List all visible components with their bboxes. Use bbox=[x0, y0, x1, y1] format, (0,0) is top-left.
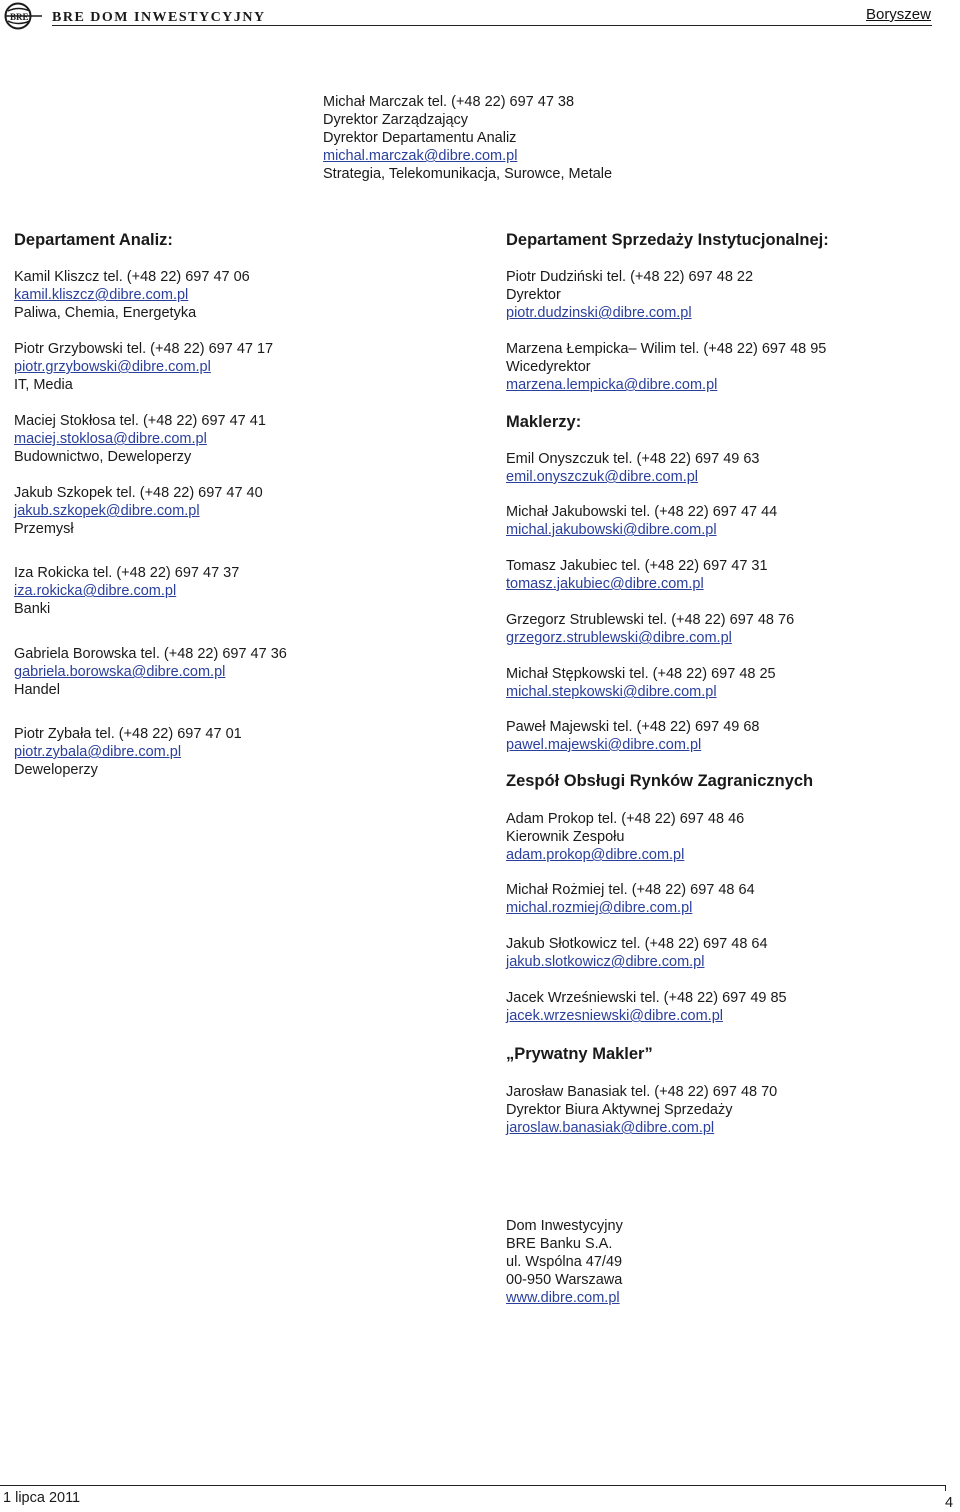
sales-role: Wicedyrektor bbox=[506, 359, 591, 375]
broker-email[interactable]: michal.jakubowski@dibre.com.pl bbox=[506, 522, 717, 538]
footer-divider bbox=[0, 1485, 946, 1486]
head-analyst-role: Dyrektor Zarządzający bbox=[323, 112, 469, 128]
foreign-name: Adam Prokop tel. (+48 22) 697 48 46 bbox=[506, 811, 745, 827]
sales-name: Piotr Dudziński tel. (+48 22) 697 48 22 bbox=[506, 269, 754, 285]
analyst-name: Piotr Grzybowski tel. (+48 22) 697 47 17 bbox=[14, 341, 274, 357]
footer-date: 1 lipca 2011 bbox=[3, 1490, 81, 1506]
analyst-name: Maciej Stokłosa tel. (+48 22) 697 47 41 bbox=[14, 413, 266, 429]
bre-logo bbox=[4, 2, 44, 30]
website-link[interactable]: www.dibre.com.pl bbox=[506, 1290, 620, 1306]
broker-email[interactable]: tomasz.jakubiec@dibre.com.pl bbox=[506, 576, 704, 592]
analyst-sector: Deweloperzy bbox=[14, 762, 98, 778]
foreign-name: Jacek Wrześniewski tel. (+48 22) 697 49 85 bbox=[506, 990, 787, 1006]
analyst-email[interactable]: kamil.kliszcz@dibre.com.pl bbox=[14, 287, 189, 303]
broker-entry bbox=[506, 718, 760, 754]
sales-role: Dyrektor bbox=[506, 287, 561, 303]
analyst-sector: Handel bbox=[14, 682, 60, 698]
foreign-name: Michał Rożmiej tel. (+48 22) 697 48 64 bbox=[506, 882, 755, 898]
broker-email[interactable]: pawel.majewski@dibre.com.pl bbox=[506, 737, 702, 753]
sales-email[interactable]: marzena.lempicka@dibre.com.pl bbox=[506, 377, 718, 393]
analyst-entry bbox=[14, 725, 242, 779]
analyst-entry bbox=[14, 412, 266, 466]
foreign-entry bbox=[506, 935, 768, 971]
private-broker-email[interactable]: jaroslaw.banasiak@dibre.com.pl bbox=[506, 1120, 715, 1136]
sales-email[interactable]: piotr.dudzinski@dibre.com.pl bbox=[506, 305, 692, 321]
head-analyst-email[interactable]: michal.marczak@dibre.com.pl bbox=[323, 148, 518, 164]
analyst-sector: Budownictwo, Deweloperzy bbox=[14, 449, 192, 465]
svg-text:BRE: BRE bbox=[10, 12, 29, 22]
foreign-entry bbox=[506, 810, 744, 864]
address-line: BRE Banku S.A. bbox=[506, 1236, 613, 1252]
foreign-email[interactable]: jacek.wrzesniewski@dibre.com.pl bbox=[506, 1008, 723, 1024]
private-broker-entry bbox=[506, 1083, 777, 1137]
analyst-entry bbox=[14, 484, 263, 538]
head-analyst-block bbox=[323, 93, 612, 183]
head-analyst-name: Michał Marczak tel. (+48 22) 697 47 38 bbox=[323, 94, 575, 110]
foreign-name: Jakub Słotkowicz tel. (+48 22) 697 48 64 bbox=[506, 936, 768, 952]
company-name[interactable]: Boryszew bbox=[865, 6, 931, 23]
broker-name: Michał Stępkowski tel. (+48 22) 697 48 25 bbox=[506, 666, 776, 682]
analyst-email[interactable]: iza.rokicka@dibre.com.pl bbox=[14, 583, 177, 599]
analysis-title: Departament Analiz: bbox=[14, 231, 173, 249]
analyst-email[interactable]: gabriela.borowska@dibre.com.pl bbox=[14, 664, 226, 680]
broker-email[interactable]: emil.onyszczuk@dibre.com.pl bbox=[506, 469, 699, 485]
analyst-entry bbox=[14, 268, 250, 322]
broker-name: Grzegorz Strublewski tel. (+48 22) 697 48 76 bbox=[506, 612, 795, 628]
analyst-email[interactable]: jakub.szkopek@dibre.com.pl bbox=[14, 503, 200, 519]
private-broker-name: Jarosław Banasiak tel. (+48 22) 697 48 70 bbox=[506, 1084, 778, 1100]
analyst-name: Piotr Zybała tel. (+48 22) 697 47 01 bbox=[14, 726, 242, 742]
sales-name: Marzena Łempicka– Wilim tel. (+48 22) 697 48 95 bbox=[506, 341, 827, 357]
broker-email[interactable]: grzegorz.strublewski@dibre.com.pl bbox=[506, 630, 732, 646]
analyst-email[interactable]: piotr.grzybowski@dibre.com.pl bbox=[14, 359, 211, 375]
sales-entry bbox=[506, 340, 826, 394]
broker-name: Paweł Majewski tel. (+48 22) 697 49 68 bbox=[506, 719, 760, 735]
broker-name: Michał Jakubowski tel. (+48 22) 697 47 44 bbox=[506, 504, 778, 520]
header-divider bbox=[52, 25, 932, 26]
head-analyst-sectors: Strategia, Telekomunikacja, Surowce, Metale bbox=[323, 166, 613, 182]
head-analyst-role: Dyrektor Departamentu Analiz bbox=[323, 130, 517, 146]
analyst-entry bbox=[14, 645, 287, 699]
sales-entry bbox=[506, 268, 753, 322]
broker-email[interactable]: michal.stepkowski@dibre.com.pl bbox=[506, 684, 717, 700]
foreign-title: Zespół Obsługi Rynków Zagranicznych bbox=[506, 772, 814, 790]
analyst-name: Kamil Kliszcz tel. (+48 22) 697 47 06 bbox=[14, 269, 250, 285]
analyst-entry bbox=[14, 340, 273, 394]
analyst-entry bbox=[14, 564, 239, 618]
analyst-sector: IT, Media bbox=[14, 377, 73, 393]
address-line: ul. Wspólna 47/49 bbox=[506, 1254, 623, 1270]
private-broker-role: Dyrektor Biura Aktywnej Sprzedaży bbox=[506, 1102, 733, 1118]
broker-entry bbox=[506, 503, 777, 539]
address-block bbox=[506, 1217, 623, 1307]
broker-name: Tomasz Jakubiec tel. (+48 22) 697 47 31 bbox=[506, 558, 768, 574]
foreign-entry bbox=[506, 989, 787, 1025]
broker-name: Emil Onyszczuk tel. (+48 22) 697 49 63 bbox=[506, 451, 760, 467]
address-line: Dom Inwestycyjny bbox=[506, 1218, 623, 1234]
foreign-email[interactable]: michal.rozmiej@dibre.com.pl bbox=[506, 900, 693, 916]
analyst-name: Iza Rokicka tel. (+48 22) 697 47 37 bbox=[14, 565, 240, 581]
foreign-email[interactable]: adam.prokop@dibre.com.pl bbox=[506, 847, 685, 863]
analyst-name: Gabriela Borowska tel. (+48 22) 697 47 36 bbox=[14, 646, 287, 662]
foreign-role: Kierownik Zespołu bbox=[506, 829, 625, 845]
private-broker-title: „Prywatny Makler” bbox=[506, 1045, 653, 1063]
brand-name: BRE DOM INWESTYCYJNY bbox=[52, 10, 266, 25]
broker-entry bbox=[506, 665, 776, 701]
analyst-name: Jakub Szkopek tel. (+48 22) 697 47 40 bbox=[14, 485, 263, 501]
page-number: 4 bbox=[945, 1495, 954, 1511]
analyst-sector: Paliwa, Chemia, Energetyka bbox=[14, 305, 197, 321]
sales-title: Departament Sprzedaży Instytucjonalnej: bbox=[506, 231, 829, 249]
address-line: 00-950 Warszawa bbox=[506, 1272, 623, 1288]
broker-entry bbox=[506, 611, 794, 647]
analyst-sector: Banki bbox=[14, 601, 51, 617]
foreign-entry bbox=[506, 881, 755, 917]
foreign-email[interactable]: jakub.slotkowicz@dibre.com.pl bbox=[506, 954, 705, 970]
brokers-title: Maklerzy: bbox=[506, 413, 582, 431]
broker-entry bbox=[506, 450, 759, 486]
analyst-email[interactable]: maciej.stoklosa@dibre.com.pl bbox=[14, 431, 207, 447]
analyst-sector: Przemysł bbox=[14, 521, 74, 537]
broker-entry bbox=[506, 557, 768, 593]
footer-tick bbox=[945, 1485, 946, 1491]
analyst-email[interactable]: piotr.zybala@dibre.com.pl bbox=[14, 744, 182, 760]
